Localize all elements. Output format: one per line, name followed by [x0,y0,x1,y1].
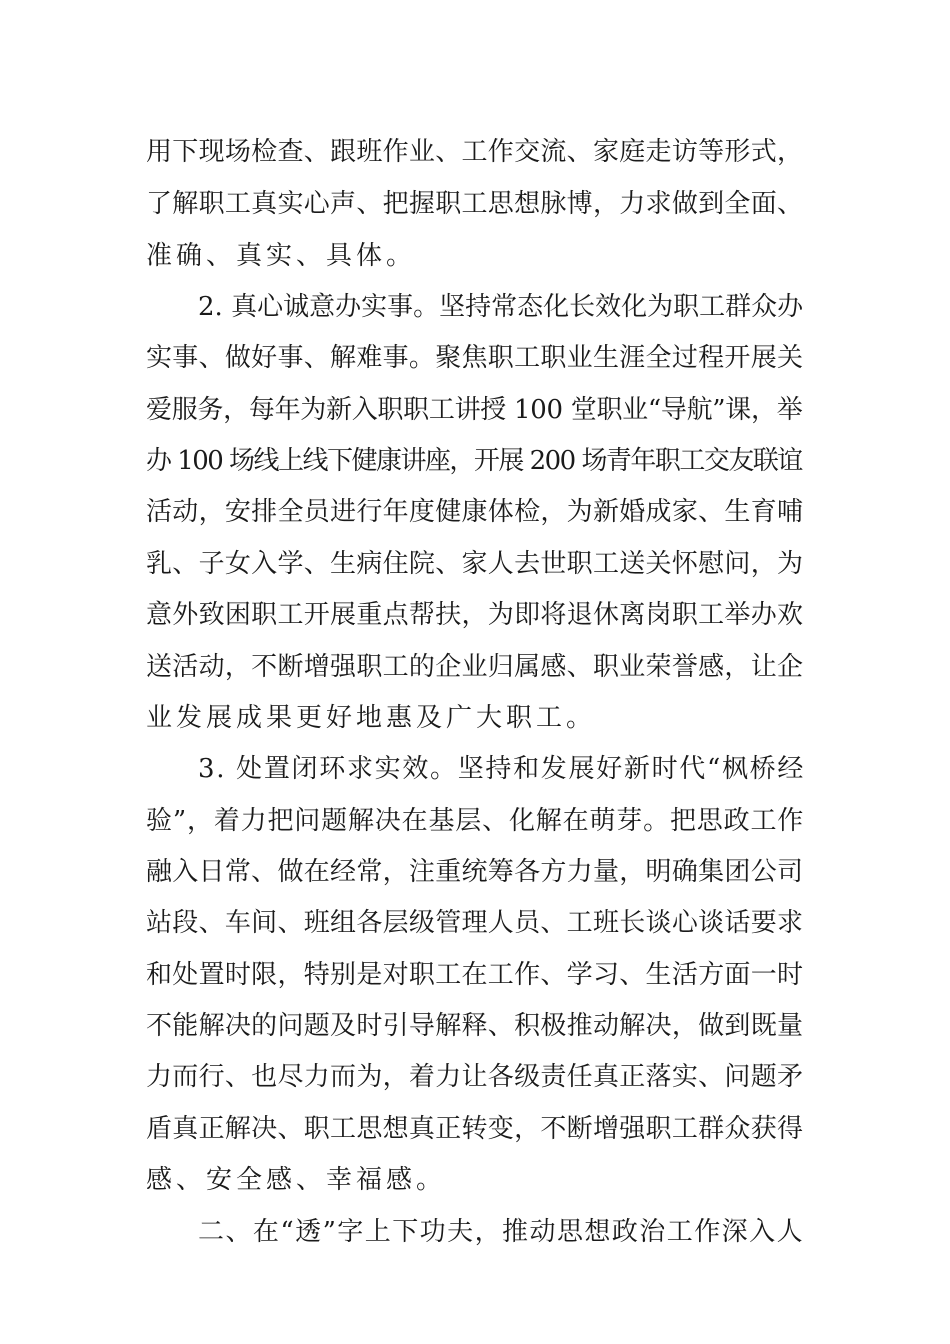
text-line-22 [0,1212,950,1252]
text-line-12 [0,698,950,738]
line-text: 感、安全感、幸福感。 [146,1165,447,1195]
line-text: 融入日常、做在经常，注重统筹各方力量，明确集团公司 [146,857,804,887]
line-text: 盾真正解决、职工思想真正转变，不断增强职工群众获得 [146,1114,804,1144]
line-text: 业发展成果更好地惠及广大职工。 [146,703,597,733]
text-line-5 [0,338,950,378]
text-line-9 [0,544,950,584]
text-line-8 [0,492,950,532]
line-text: 送活动，不断增强职工的企业归属感、职业荣誉感，让企 [146,652,804,682]
line-text: 活动，安排全员进行年度健康体检，为新婚成家、生育哺 [146,497,804,527]
text-line-13 [0,749,950,789]
text-line-6 [0,390,950,430]
line-text: 了解职工真实心声、把握职工思想脉博，力求做到全面、 [146,189,804,219]
text-line-15 [0,852,950,892]
text-line-1 [0,132,950,172]
line-text: 爱服务，每年为新入职职工讲授 100 堂职业“导航”课，举 [146,395,803,425]
text-line-17 [0,955,950,995]
line-text: 用下现场检查、跟班作业、工作交流、家庭走访等形式， [146,137,804,167]
line-text: 实事、做好事、解难事。聚焦职工职业生涯全过程开展关 [146,343,804,373]
text-line-4 [0,287,950,327]
line-text: 站段、车间、班组各层级管理人员、工班长谈心谈话要求 [146,908,804,938]
line-text: 二、在“透”字上下功夫，推动思想政治工作深入人 [198,1217,805,1247]
line-text: 不能解决的问题及时引导解释、积极推动解决，做到既量 [146,1011,804,1041]
text-line-19 [0,1057,950,1097]
line-text: 准确、真实、具体。 [146,241,417,271]
line-text: 验”，着力把问题解决在基层、化解在萌芽。把思政工作 [146,806,805,836]
text-line-16 [0,903,950,943]
text-line-14 [0,801,950,841]
text-line-21 [0,1160,950,1200]
text-line-20 [0,1109,950,1149]
text-line-10 [0,595,950,635]
text-line-18 [0,1006,950,1046]
text-line-11 [0,647,950,687]
line-text: 3. 处置闭环求实效。坚持和发展好新时代“枫桥经 [198,754,806,784]
text-line-3 [0,236,950,276]
line-text: 乳、子女入学、生病住院、家人去世职工送关怀慰问，为 [146,549,804,579]
text-line-2 [0,184,950,224]
line-text: 2. 真心诚意办实事。坚持常态化长效化为职工群众办 [198,292,804,322]
line-text: 办 100 场线上线下健康讲座，开展 200 场青年职工交友联谊 [146,446,802,476]
line-text: 力而行、也尽力而为，着力让各级责任真正落实、问题矛 [146,1062,804,1092]
line-text: 意外致困职工开展重点帮扶，为即将退休离岗职工举办欢 [146,600,804,630]
text-line-7 [0,441,950,481]
line-text: 和处置时限，特别是对职工在工作、学习、生活方面一时 [146,960,804,990]
